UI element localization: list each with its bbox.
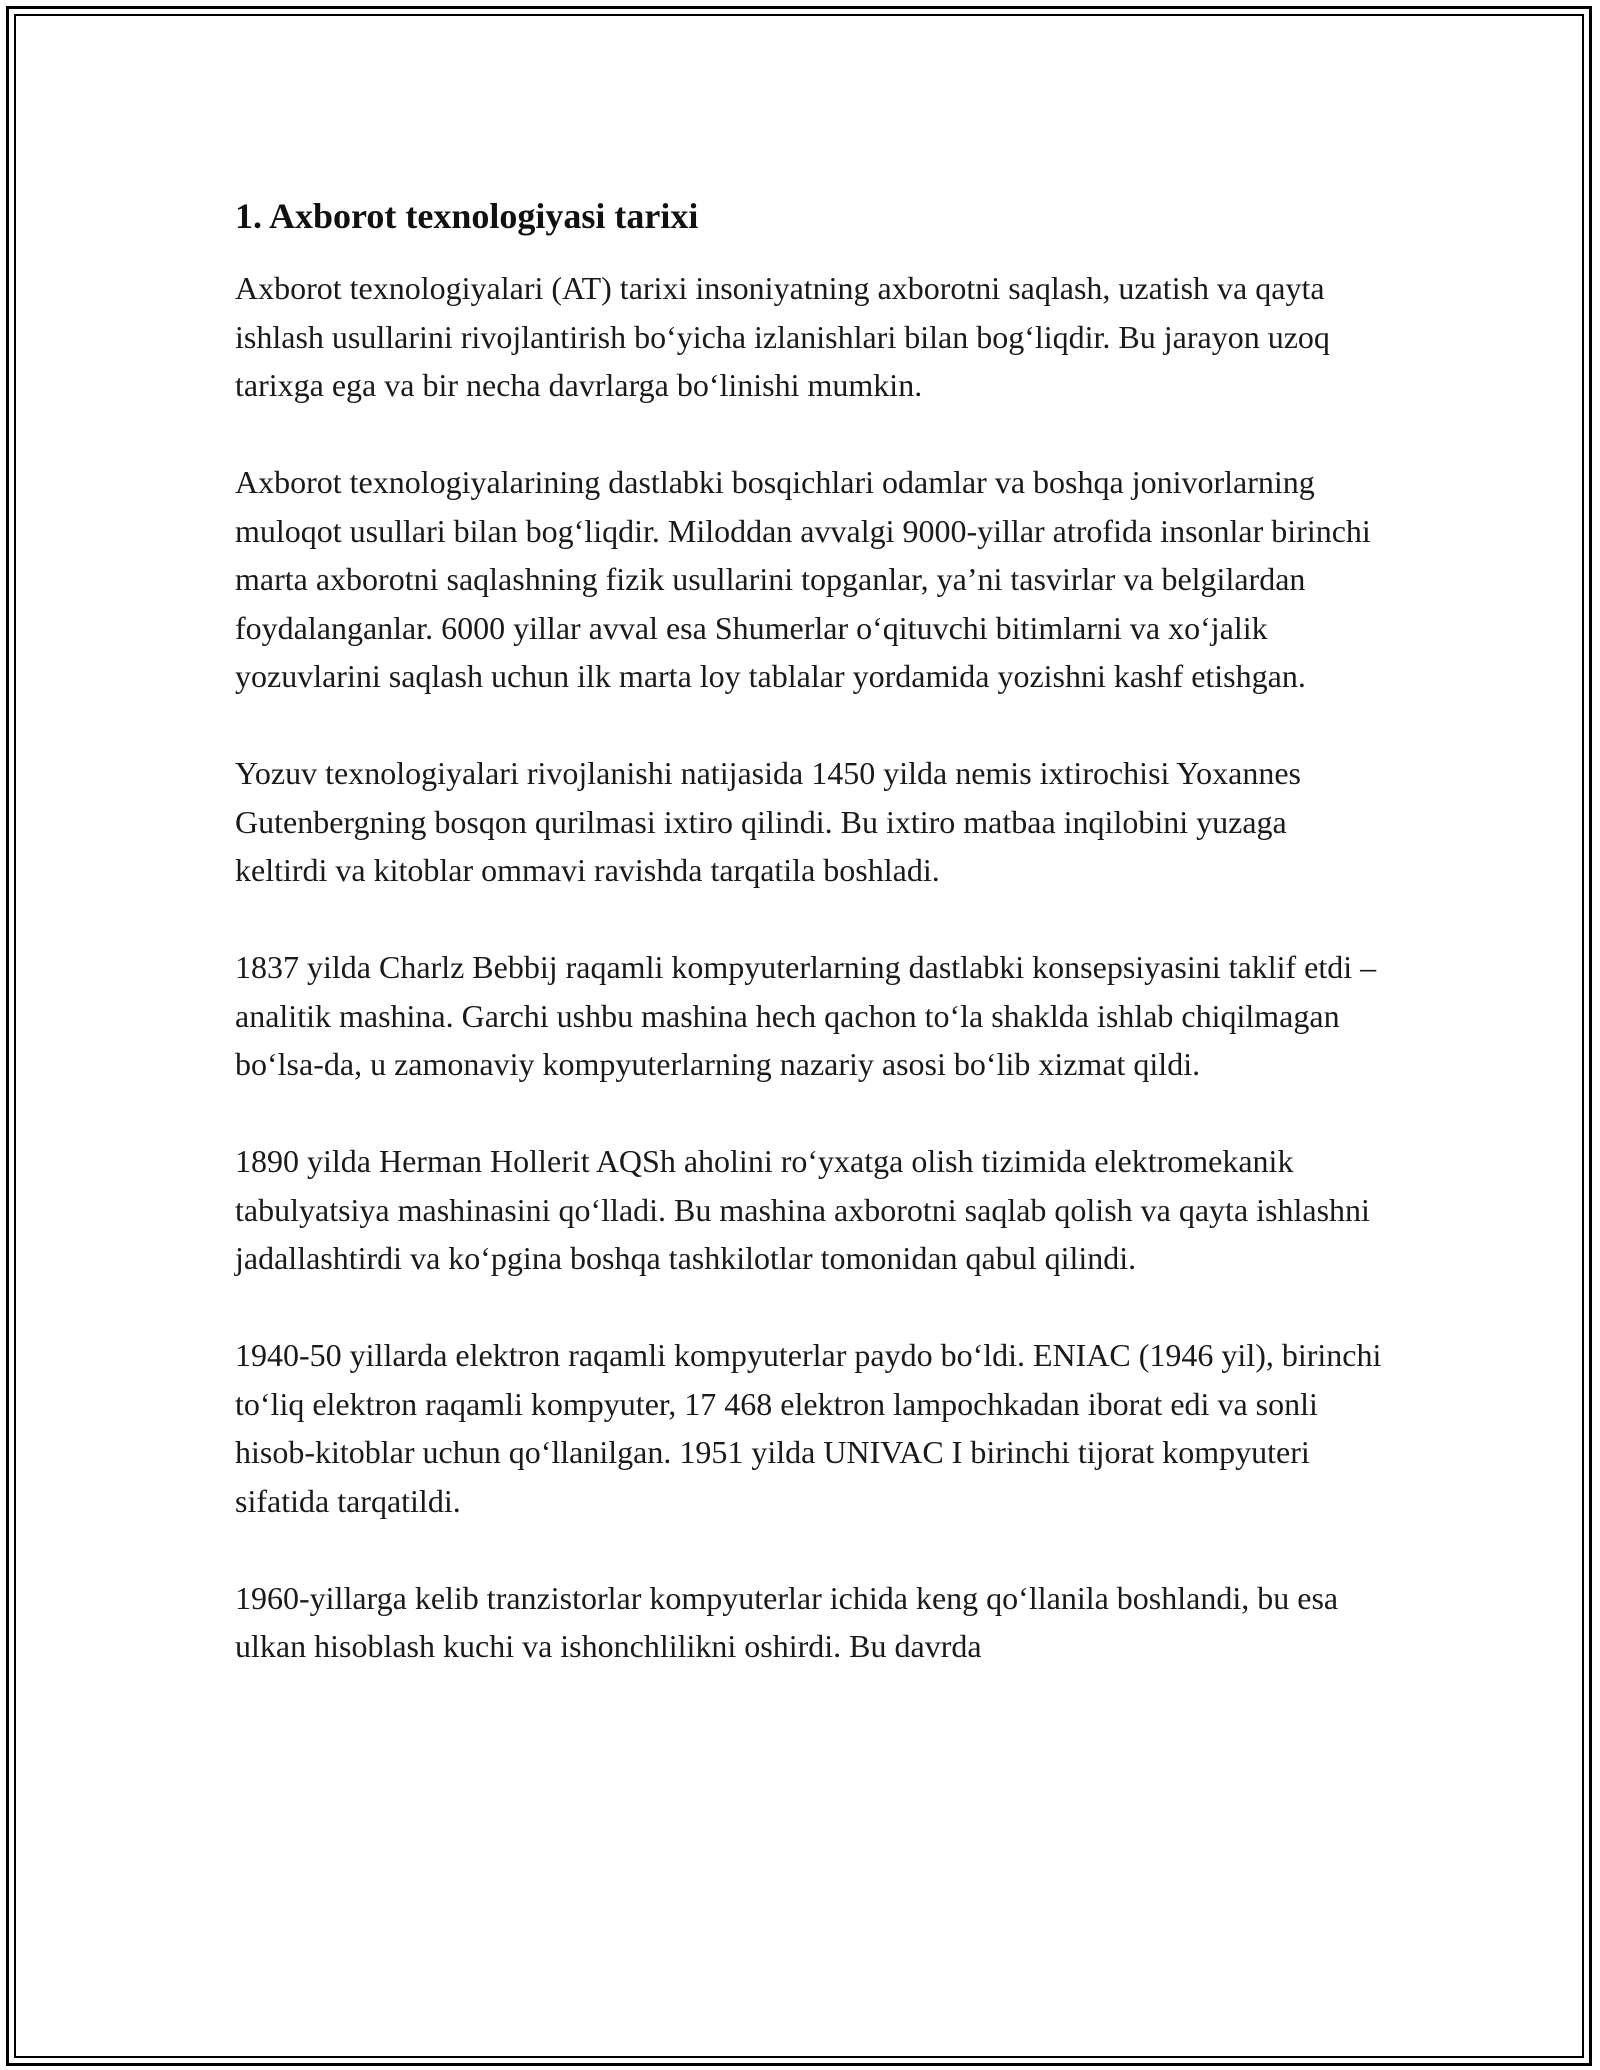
document-body: [235, 188, 1385, 1671]
paragraph-early-stages: Axborot texnologiyalarining dastlabki bosqichlari odamlar va boshqa jonivorlarning muloqot usullari bilan bog‘liqdir. Miloddan avvalgi 9000-yillar atrofida insonlar birinchi marta axborotni saqlashning fizik usullarini topganlar, ya’ni tasvirlar va belgilardan foydalanganlar. 6000 yillar avval esa Shumerlar o‘qituvchi bitimlarni va xo‘jalik yozuvlarini saqlash uchun ilk marta loy tablalar yordamida yozishni kashf etishgan.: [235, 464, 1371, 694]
paragraph-intro: Axborot texnologiyalari (AT) tarixi insoniyatning axborotni saqlash, uzatish va qayta ishlash usullarini rivojlantirish bo‘yicha izlanishlari bilan bog‘liqdir. Bu jarayon uzoq tarixga ega va bir necha davrlarga bo‘linishi mumkin.: [235, 270, 1330, 403]
paragraph-transistors: 1960-yillarga kelib tranzistorlar kompyuterlar ichida keng qo‘llanila boshlandi, bu esa ulkan hisoblash kuchi va ishonchlilikni oshirdi. Bu davrda: [235, 1579, 1339, 1664]
paragraph-babbage: 1837 yilda Charlz Bebbij raqamli kompyuterlarning dastlabki konsepsiyasini taklif etdi – analitik mashina. Garchi ushbu mashina hech qachon to‘la shaklda ishlab chiqilmagan bo‘lsa-da, u zamonaviy kompyuterlarning nazariy asosi bo‘lib xizmat qildi.: [235, 949, 1377, 1082]
paragraph-hollerith: 1890 yilda Herman Hollerit AQSh aholini ro‘yxatga olish tizimida elektromekanik tabulyatsiya mashinasini qo‘lladi. Bu mashina axborotni saqlab qolish va qayta ishlashni jadallashtirdi va ko‘pgina boshqa tashkilotlar tomonidan qabul qilindi.: [235, 1143, 1370, 1276]
section-heading: 1. Axborot texnologiyasi tarixi: [235, 196, 699, 236]
paragraph-printing: Yozuv texnologiyalari rivojlanishi natijasida 1450 yilda nemis ixtirochisi Yoxannes Gutenbergning bosqon qurilmasi ixtiro qilindi. Bu ixtiro matbaa inqilobini yuzaga keltirdi va kitoblar ommavi ravishda tarqatila boshladi.: [235, 755, 1301, 888]
paragraph-electronic-computers: 1940-50 yillarda elektron raqamli kompyuterlar paydo bo‘ldi. ENIAC (1946 yil), birinchi to‘liq elektron raqamli kompyuter, 17 468 elektron lampochkadan iborat edi va sonli hisob-kitoblar uchun qo‘llanilgan. 1951 yilda UNIVAC I birinchi tijorat kompyuteri sifatida tarqatildi.: [235, 1337, 1382, 1519]
